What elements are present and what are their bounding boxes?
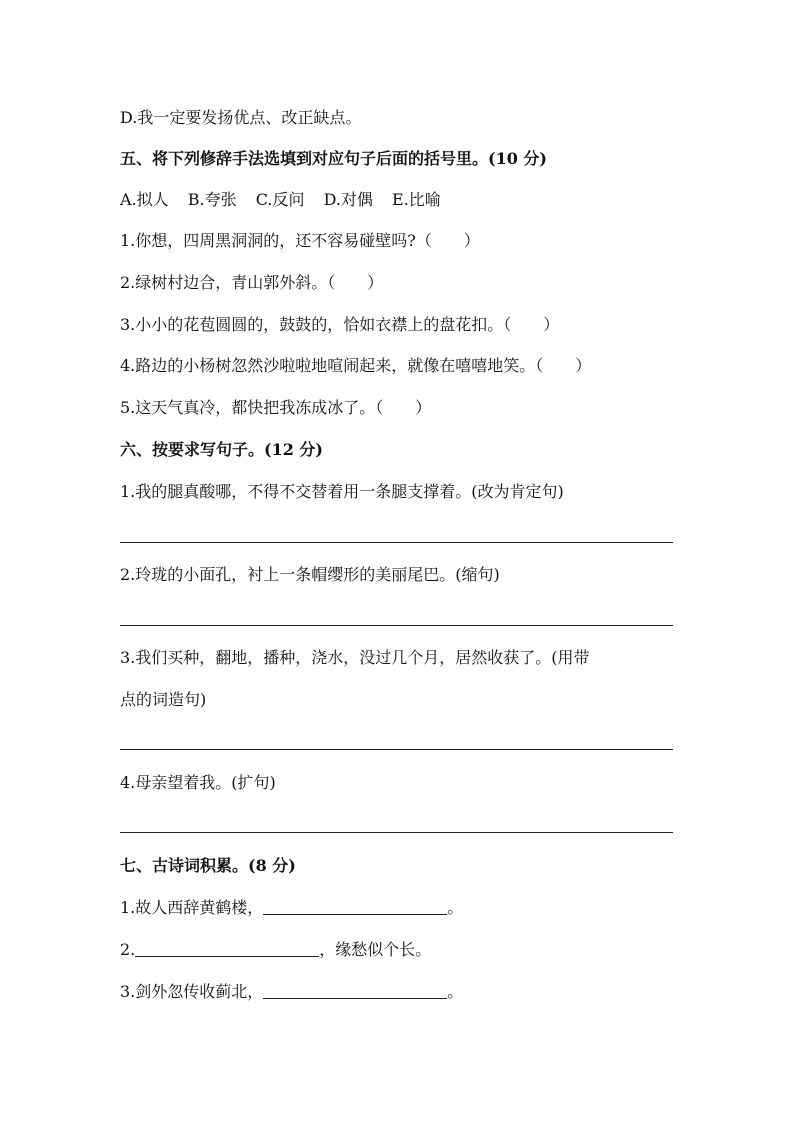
answer-line-3[interactable] bbox=[120, 749, 673, 750]
section6-item-4: 4.母亲望着我。(扩句) bbox=[120, 773, 276, 792]
option-d: D.对偶 bbox=[323, 190, 373, 209]
poem-item-2 bbox=[120, 940, 431, 960]
section6-title: 六、按要求写句子。(12 分) bbox=[120, 440, 323, 459]
poem-1-suffix: 。 bbox=[447, 898, 464, 917]
section5-item-3: 3.小小的花苞圆圆的，鼓鼓的，恰如衣襟上的盘花扣。（ ） bbox=[120, 315, 560, 334]
answer-line-2[interactable] bbox=[120, 625, 673, 626]
option-a: A.拟人 bbox=[120, 190, 169, 209]
section5-item-4: 4.路边的小杨树忽然沙啦啦地喧闹起来，就像在嘻嘻地笑。（ ） bbox=[120, 356, 592, 375]
poem-3-suffix: 。 bbox=[447, 982, 464, 1001]
section5-item-1: 1.你想，四周黑洞洞的，还不容易碰壁吗?（ ） bbox=[120, 231, 480, 250]
poem-item-1 bbox=[120, 898, 463, 918]
poem-3-blank[interactable] bbox=[263, 982, 447, 999]
option-c: C.反问 bbox=[255, 190, 305, 209]
poem-3-prefix: 3.剑外忽传收蓟北， bbox=[120, 982, 264, 1001]
answer-line-1[interactable] bbox=[120, 542, 673, 543]
section6-item-3: 3.我们买种，翻地，播种，浇水，没过几个月，居然收获了。(用带 bbox=[120, 648, 590, 667]
section6-item-3-cont: 点的词造句) bbox=[120, 690, 207, 709]
poem-1-prefix: 1.故人西辞黄鹤楼， bbox=[120, 898, 264, 917]
poem-item-3 bbox=[120, 982, 463, 1002]
poem-2-suffix: ，缘愁似个长。 bbox=[319, 940, 432, 959]
option-b: B.夸张 bbox=[187, 190, 237, 209]
poem-2-blank[interactable] bbox=[135, 940, 319, 957]
section5-options bbox=[120, 190, 455, 210]
section7-title: 七、古诗词积累。(8 分) bbox=[120, 856, 296, 875]
section6-item-1: 1.我的腿真酸哪，不得不交替着用一条腿支撑着。(改为肯定句) bbox=[120, 482, 564, 501]
section5-item-2: 2.绿树村边合，青山郭外斜。（ ） bbox=[120, 273, 384, 292]
poem-1-blank[interactable] bbox=[263, 898, 447, 915]
option-e: E.比喻 bbox=[392, 190, 441, 209]
section5-item-5: 5.这天气真冷，都快把我冻成冰了。（ ） bbox=[120, 398, 432, 417]
poem-2-prefix: 2. bbox=[120, 940, 136, 959]
section6-item-2: 2.玲珑的小面孔，衬上一条帽缨形的美丽尾巴。(缩句) bbox=[120, 565, 500, 584]
option-d-line: D.我一定要发扬优点、改正缺点。 bbox=[120, 108, 362, 127]
answer-line-4[interactable] bbox=[120, 832, 673, 833]
section5-title: 五、将下列修辞手法选填到对应句子后面的括号里。(10 分) bbox=[120, 149, 547, 168]
